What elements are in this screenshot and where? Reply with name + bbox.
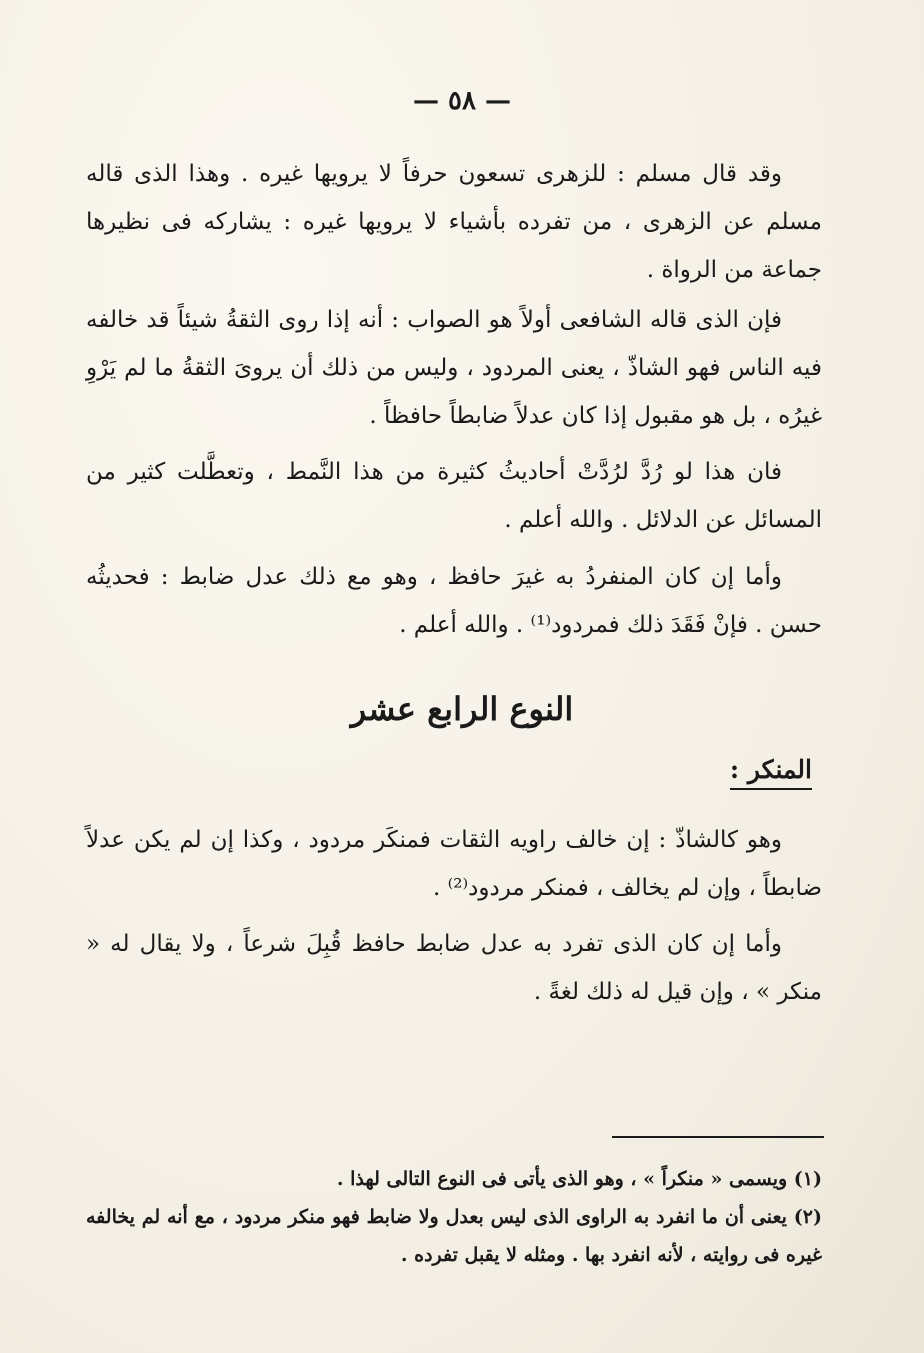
paragraph-text: وأما إن كان المنفردُ به غيرَ حافظ ، وهو مع ذلك عدل ضابط : فحديثُه حسن . فإنْ فَقَدَ ذلك فمردود⁽¹⁾ . والله أعلم . bbox=[86, 564, 822, 638]
section-subheading: المنكر : bbox=[730, 755, 812, 790]
paragraph-text: وهو كالشاذّ : إن خالف راويه الثقات فمنكَر مردود ، وكذا إن لم يكن عدلاً ضابطاً ، وإن لم يخالف ، فمنكر مردود⁽²⁾ . bbox=[86, 827, 822, 901]
page-number: — ٥٨ — bbox=[412, 86, 512, 116]
paragraph-munkar-lughatan bbox=[86, 920, 822, 1016]
paragraph-text: فان هذا لو رُدَّ لرُدَّتْ أحاديثُ كثيرة من هذا النَّمط ، وتعطَّلت كثير من المسائل عن الدلائل . والله أعلم . bbox=[86, 459, 822, 533]
paragraph-munkar-definition bbox=[86, 816, 822, 912]
paragraph-rejection bbox=[86, 448, 822, 544]
paragraph-text: وقد قال مسلم : للزهرى تسعون حرفاً لا يرويها غيره . وهذا الذى قاله مسلم عن الزهرى ، من تفرده بأشياء لا يرويها غيره : يشاركه فى نظيرها جماعة من الرواة . bbox=[86, 161, 822, 283]
footnotes bbox=[86, 1160, 822, 1274]
paragraph-munfarid bbox=[86, 553, 822, 649]
paragraph-text: فإن الذى قاله الشافعى أولاً هو الصواب : أنه إذا روى الثقةُ شيئاً قد خالفه فيه الناس فهو الشاذّ ، يعنى المردود ، وليس من ذلك أن يروىَ الثقةُ ما لم يَرْوِ غيرُه ، بل هو مقبول إذا كان عدلاً ضابطاً حافظاً . bbox=[86, 307, 822, 429]
footnote-2: (٢) يعنى أن ما انفرد به الراوى الذى ليس بعدل ولا ضابط فهو منكر مردود ، مع أنه لم يخالفه غيره فى روايته ، لأنه انفرد بها . ومثله لا يقبل تفرده . bbox=[86, 1206, 822, 1266]
paragraph-muslim-zuhri bbox=[86, 150, 822, 294]
chapter-heading: النوع الرابع عشر bbox=[350, 690, 574, 728]
footnote-1: (١) ويسمى « منكراً » ، وهو الذى يأتى فى النوع التالى لهذا . bbox=[336, 1168, 822, 1190]
paragraph-shafii bbox=[86, 296, 822, 440]
paragraph-text: وأما إن كان الذى تفرد به عدل ضابط حافظ قُبِلَ شرعاً ، ولا يقال له « منكر » ، وإن قيل له ذلك لغةً . bbox=[86, 931, 822, 1005]
footnote-divider bbox=[612, 1136, 824, 1138]
